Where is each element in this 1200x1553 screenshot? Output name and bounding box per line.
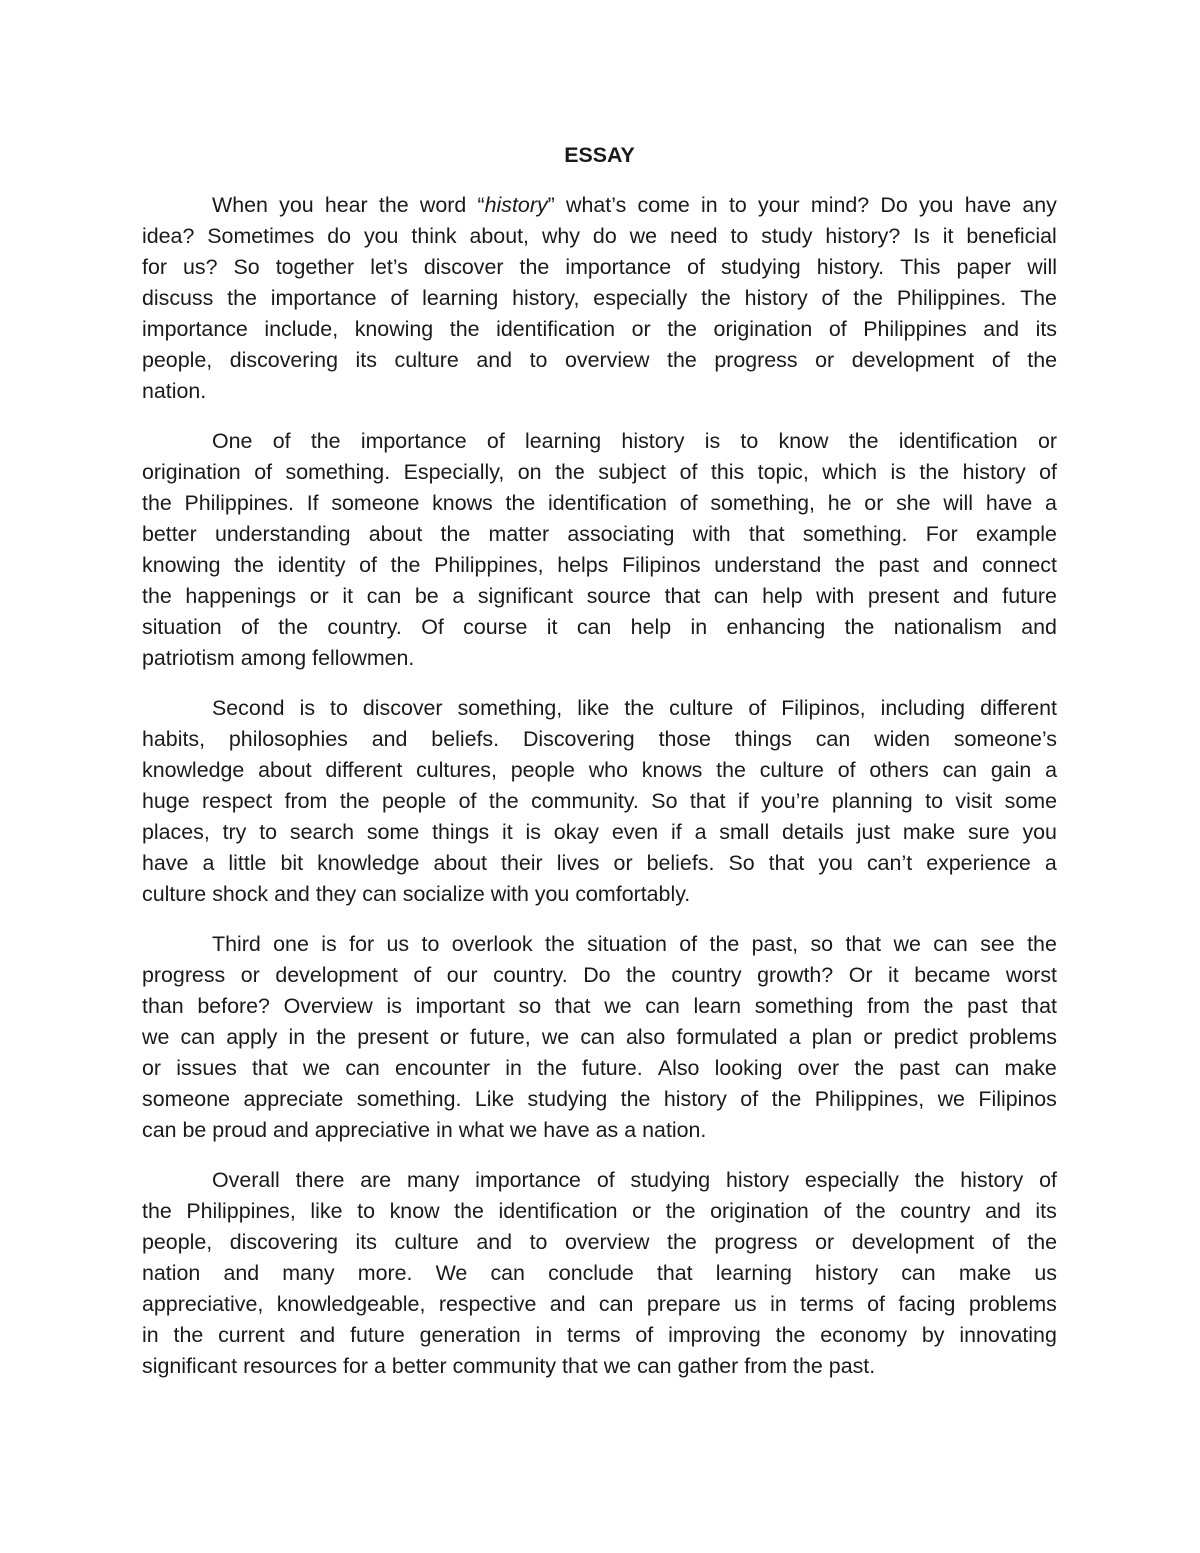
- paragraph-line: for us? So together let’s discover the importance of studying history. This paper will: [142, 255, 1057, 279]
- paragraph-line: the happenings or it can be a significant source that can help with present and future: [142, 584, 1057, 608]
- paragraph-line: origination of something. Especially, on the subject of this topic, which is the history of: [142, 460, 1057, 484]
- paragraph-line: importance include, knowing the identification or the origination of Philippines and its: [142, 317, 1057, 341]
- paragraph-line: discuss the importance of learning history, especially the history of the Philippines. The: [142, 286, 1057, 310]
- essay-paragraph: [142, 693, 1057, 910]
- paragraph-line: people, discovering its culture and to overview the progress or development of the: [142, 1230, 1057, 1254]
- paragraph-line: habits, philosophies and beliefs. Discovering those things can widen someone’s: [142, 727, 1057, 751]
- essay-paragraphs: [142, 190, 1057, 1382]
- paragraph-line: progress or development of our country. Do the country growth? Or it became worst: [142, 963, 1057, 987]
- essay-title: ESSAY: [564, 143, 635, 167]
- paragraph-line: than before? Overview is important so that we can learn something from the past that: [142, 994, 1057, 1018]
- paragraph-line: knowing the identity of the Philippines, helps Filipinos understand the past and connect: [142, 553, 1057, 577]
- paragraph-line: nation.: [142, 379, 207, 403]
- paragraph-line: culture shock and they can socialize with you comfortably.: [142, 882, 691, 906]
- essay-paragraph: [142, 190, 1057, 407]
- paragraph-line: or issues that we can encounter in the future. Also looking over the past can make: [142, 1056, 1057, 1080]
- paragraph-line: have a little bit knowledge about their lives or beliefs. So that you can’t experience a: [142, 851, 1057, 875]
- paragraph-line: significant resources for a better community that we can gather from the past.: [142, 1354, 876, 1378]
- paragraph-line: patriotism among fellowmen.: [142, 646, 415, 670]
- paragraph-line: someone appreciate something. Like studying the history of the Philippines, we Filipinos: [142, 1087, 1057, 1111]
- paragraph-line: huge respect from the people of the community. So that if you’re planning to visit some: [142, 789, 1057, 813]
- paragraph-line: appreciative, knowledgeable, respective and can prepare us in terms of facing problems: [142, 1292, 1057, 1316]
- essay-body: [142, 140, 1057, 1401]
- paragraph-line: Overall there are many importance of studying history especially the history of: [212, 1168, 1057, 1192]
- paragraph-line: the Philippines. If someone knows the identification of something, he or she will have a: [142, 491, 1057, 515]
- paragraph-line: people, discovering its culture and to overview the progress or development of the: [142, 348, 1057, 372]
- essay-paragraph: [142, 426, 1057, 674]
- paragraph-line: When you hear the word “history” what’s come in to your mind? Do you have any: [212, 193, 1057, 217]
- paragraph-line: Second is to discover something, like the culture of Filipinos, including different: [212, 696, 1057, 720]
- paragraph-line: places, try to search some things it is okay even if a small details just make sure you: [142, 820, 1057, 844]
- paragraph-line: can be proud and appreciative in what we have as a nation.: [142, 1118, 707, 1142]
- essay-paragraph: [142, 929, 1057, 1146]
- paragraph-line: better understanding about the matter associating with that something. For example: [142, 522, 1057, 546]
- paragraph-line: One of the importance of learning history is to know the identification or: [212, 429, 1057, 453]
- paragraph-line: in the current and future generation in terms of improving the economy by innovating: [142, 1323, 1057, 1347]
- paragraph-line: idea? Sometimes do you think about, why do we need to study history? Is it beneficial: [142, 224, 1057, 248]
- paragraph-line: situation of the country. Of course it can help in enhancing the nationalism and: [142, 615, 1057, 639]
- paragraph-line: Third one is for us to overlook the situation of the past, so that we can see the: [212, 932, 1057, 956]
- essay-paragraph: [142, 1165, 1057, 1382]
- paragraph-line: we can apply in the present or future, we can also formulated a plan or predict problems: [142, 1025, 1057, 1049]
- paragraph-line: knowledge about different cultures, people who knows the culture of others can gain a: [142, 758, 1057, 782]
- paragraph-line: nation and many more. We can conclude that learning history can make us: [142, 1261, 1057, 1285]
- paragraph-line: the Philippines, like to know the identification or the origination of the country and its: [142, 1199, 1057, 1223]
